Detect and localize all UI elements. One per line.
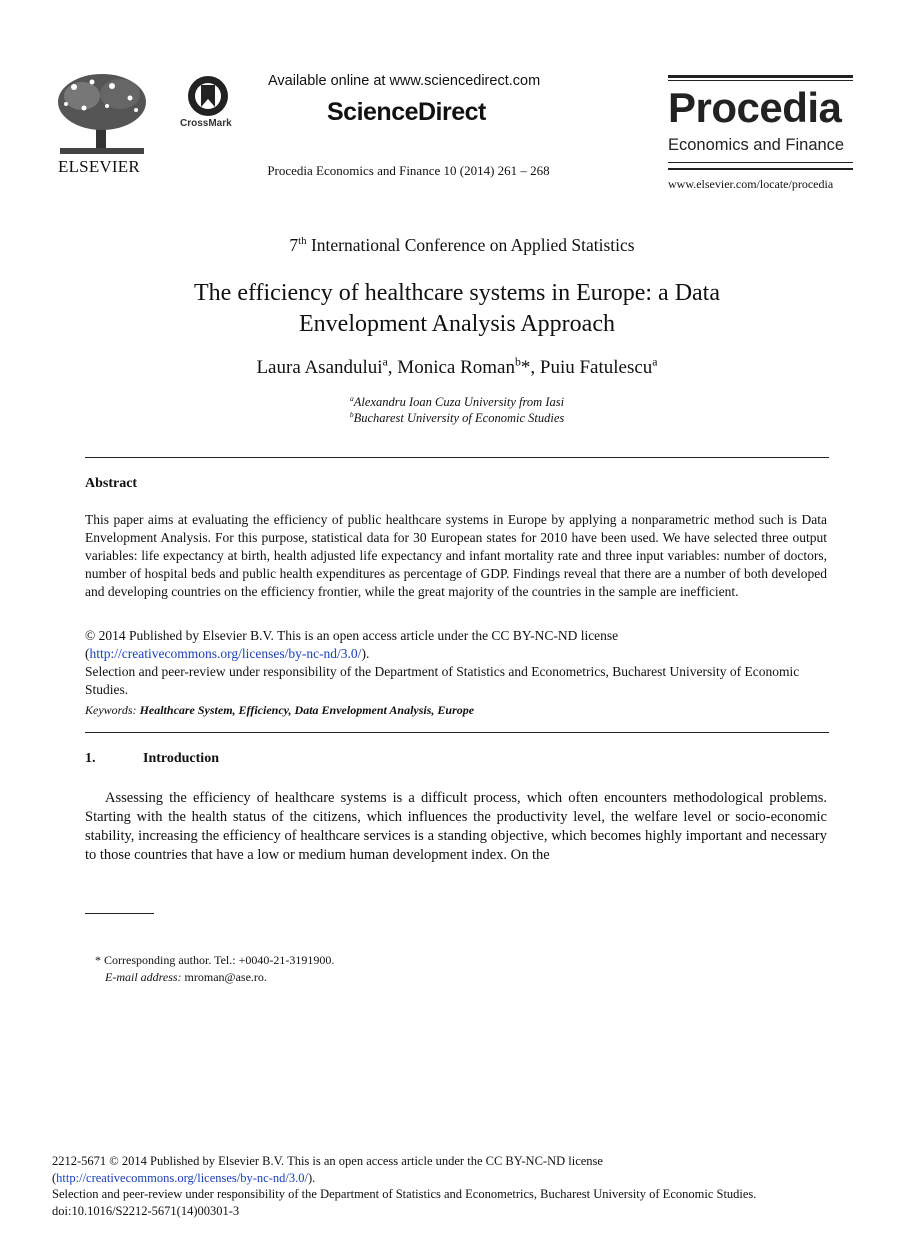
email-note: E-mail address: mroman@ase.ro. [105, 970, 267, 984]
section-heading: Introduction [143, 751, 219, 766]
elsevier-tree-icon [52, 72, 152, 158]
footer-peer-review: Selection and peer-review under responsibility of the Department of Statistics and Econometrics, Bucharest University of Economic Studies. [52, 1187, 757, 1201]
crossmark-icon [185, 75, 231, 119]
email-address[interactable]: mroman@ase.ro. [184, 970, 267, 984]
author-name: Monica Roman [397, 357, 515, 378]
procedia-rule [668, 75, 853, 78]
conference-name: 7th International Conference on Applied Statistics [289, 235, 635, 255]
abstract-heading: Abstract [85, 476, 138, 491]
journal-citation: Procedia Economics and Finance 10 (2014) 261 – 268 [267, 163, 550, 178]
procedia-rule [668, 168, 853, 170]
crossmark-logo[interactable] [185, 75, 231, 119]
elsevier-logo [52, 72, 152, 158]
sciencedirect-wordmark: ScienceDirect [327, 98, 486, 126]
crossmark-label: CrossMark [180, 118, 232, 129]
keywords: Keywords: Healthcare System, Efficiency, Data Envelopment Analysis, Europe [85, 703, 475, 717]
author-list: Laura Asandului$^a$, Monica Roman$^b$*, Puiu Fatulescu$^a$ [256, 355, 658, 378]
author-name: Laura Asandului [256, 357, 383, 378]
footnote-rule [85, 913, 154, 914]
procedia-rule [668, 162, 853, 163]
license-statement: © 2014 Published by Elsevier B.V. This is an open access article under the CC BY-NC-ND license (http://creativecommons.org/licenses/by-nc-nd/3.0/). Selection and peer-review under responsibility of the Department of Statistics and Econometrics, Bucharest University of Economic Studies. [85, 627, 827, 699]
paper-title: The efficiency of healthcare systems in Europe: a Data Envelopment Analysis Approach [194, 280, 720, 337]
affiliation: $^a$Alexandru Ioan Cuza University from Iasi [349, 393, 565, 409]
divider [85, 457, 829, 458]
procedia-title: Procedia [668, 84, 842, 131]
section-paragraph: Assessing the efficiency of healthcare systems is a difficult process, which often encounters methodological problems. Starting with the health status of the citizens, which influences the productivity level, the welfare level or socio-economic stability, increasing the efficiency of healthcare services is a standing objective, which becomes highly important and necessary to those countries that have a low or medium human development index. On the [85, 790, 827, 863]
section-number: 1. [85, 751, 96, 766]
elsevier-wordmark: ELSEVIER [58, 157, 140, 176]
affiliation: $^b$Bucharest University of Economic Studies [349, 409, 565, 425]
divider [85, 732, 829, 733]
corresponding-author-note: * Corresponding author. Tel.: +0040-21-3191900. [95, 953, 335, 967]
abstract-text: This paper aims at evaluating the efficiency of public healthcare systems in Europe by applying a nonparametric method such is Data Envelopment Analysis. For this purpose, statistical data for 30 European states for 2010 have been used. We have selected three output variables: life expectancy at birth, health adjusted life expectancy and infant mortality rate and three input variables: number of doctors, number of hospital beds and public health expenditures as percentage of GDP. Findings reveal that there are a number of both developed and developing countries on the efficiency frontier, while the great majority of the countries in the sample are inefficient. [85, 512, 827, 599]
procedia-rule [668, 80, 853, 81]
footer-license: 2212-5671 © 2014 Published by Elsevier B.V. This is an open access article under the CC BY-NC-ND license (http://creativecommons.org/licenses/by-nc-nd/3.0/). Selection and peer-review under responsibility of the Department of Statistics and Econometrics, Bucharest University of Economic Studies. doi:10.1016/S2212-5671(14)00301-3 [52, 1153, 872, 1219]
license-link[interactable]: http://creativecommons.org/licenses/by-nc-nd/3.0/ [89, 646, 362, 661]
peer-review-statement: Selection and peer-review under responsibility of the Department of Statistics and Econometrics, Bucharest University of Economic Studies. [85, 664, 800, 697]
procedia-subtitle: Economics and Finance [668, 136, 845, 154]
available-online-text: Available online at www.sciencedirect.com [268, 73, 541, 89]
doi[interactable]: doi:10.1016/S2212-5671(14)00301-3 [52, 1203, 240, 1218]
author-name: Puiu Fatulescu [539, 357, 653, 378]
procedia-url[interactable]: www.elsevier.com/locate/procedia [668, 177, 834, 191]
footer-license-link[interactable]: http://creativecommons.org/licenses/by-nc-nd/3.0/ [56, 1170, 308, 1185]
